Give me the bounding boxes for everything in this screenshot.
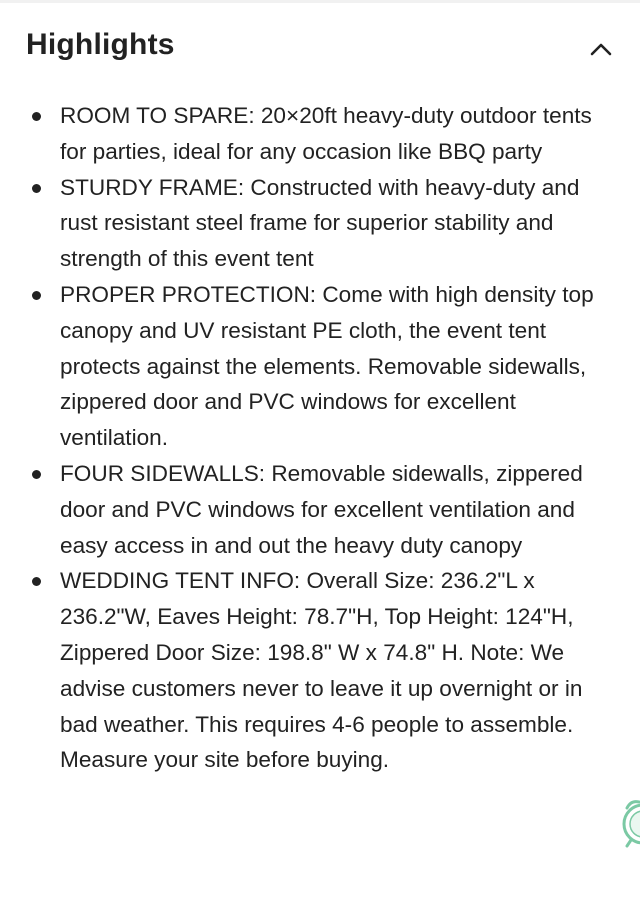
highlight-text: STURDY FRAME: Constructed with heavy-duty and rust resistant steel frame for superior stability and strength of this event tent: [60, 174, 580, 272]
alarm-clock-icon: [617, 792, 640, 852]
highlight-item: [0, 98, 625, 170]
highlight-item: [0, 563, 625, 778]
chevron-up-icon: [589, 41, 613, 57]
bullet-dot: [32, 577, 41, 586]
floating-reminder-widget[interactable]: [617, 792, 640, 852]
highlights-list: [0, 98, 625, 778]
bullet-dot: [32, 291, 41, 300]
highlight-item: [0, 277, 625, 456]
highlights-header[interactable]: [0, 18, 640, 78]
highlight-text: WEDDING TENT INFO: Overall Size: 236.2"L x 236.2"W, Eaves Height: 78.7"H, Top Height: 124"H, Zippered Door Size: 198.8" W x 74.8" H. Note: We advise customers never to leave it up overnight or in bad weather. This requires 4-6 people to assemble. Measure your site before buying.: [60, 568, 583, 773]
collapse-button[interactable]: [584, 32, 618, 66]
highlight-item: [0, 170, 625, 277]
bullet-dot: [32, 470, 41, 479]
highlight-text: PROPER PROTECTION: Come with high density top canopy and UV resistant PE cloth, the event tent protects against the elements. Removable sidewalls, zippered door and PVC windows for excellent ventilation.: [60, 281, 594, 451]
bullet-dot: [32, 184, 41, 193]
top-divider: [0, 0, 640, 3]
bullet-dot: [32, 112, 41, 121]
section-title: Highlights: [26, 28, 175, 61]
highlight-text: FOUR SIDEWALLS: Removable sidewalls, zippered door and PVC windows for excellent ventilation and easy access in and out the heavy duty canopy: [60, 460, 583, 558]
highlight-text: ROOM TO SPARE: 20×20ft heavy-duty outdoor tents for parties, ideal for any occasion like BBQ party: [60, 103, 592, 164]
highlight-item: [0, 456, 625, 563]
